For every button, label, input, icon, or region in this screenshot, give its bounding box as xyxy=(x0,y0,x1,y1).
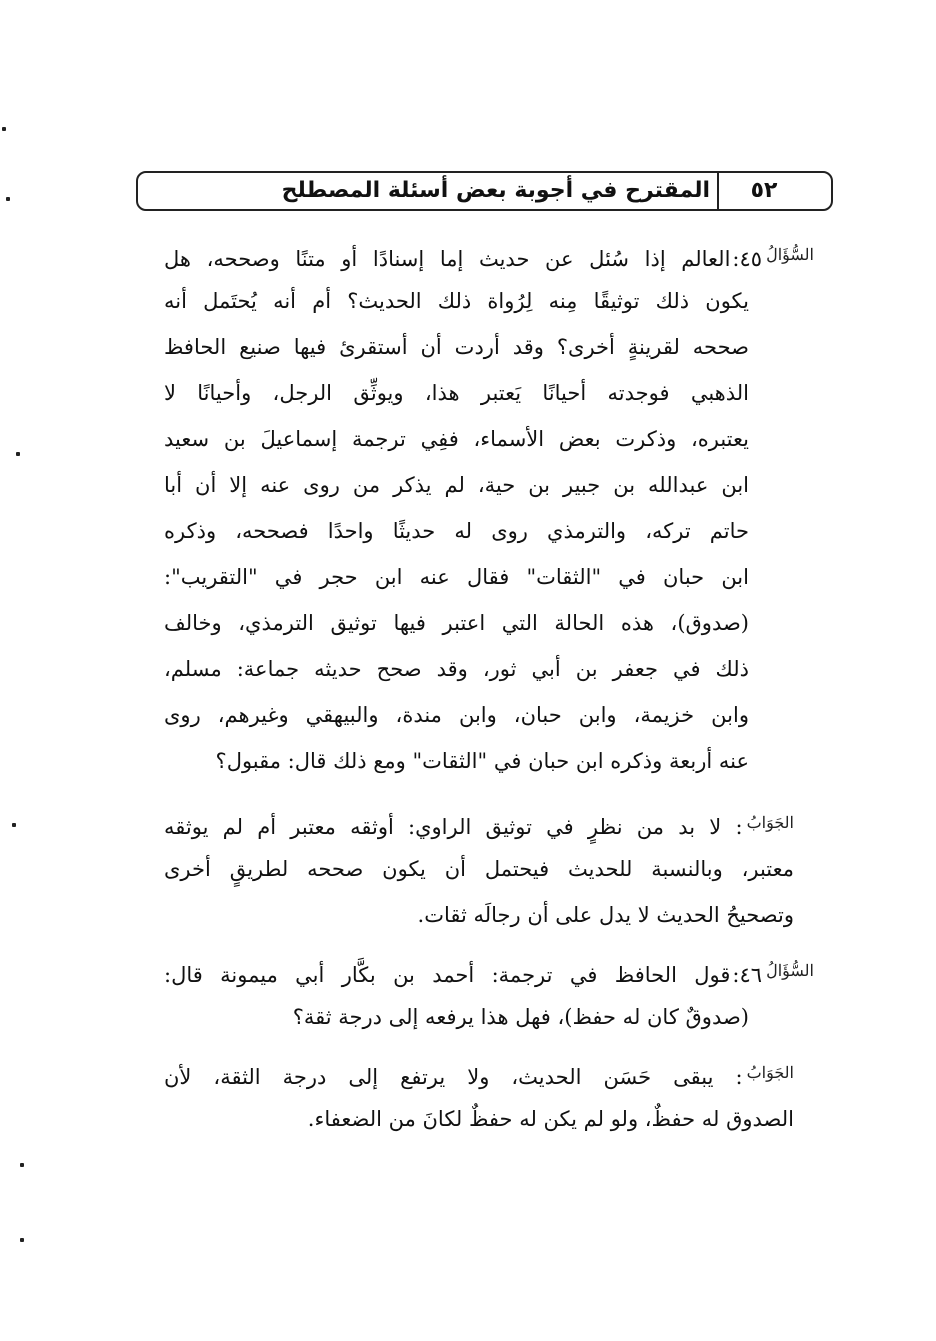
question-label: السُّؤَالُ xyxy=(766,245,814,264)
question-46-body xyxy=(164,994,749,1040)
scan-speck xyxy=(12,823,16,827)
answer-label: الجَوَابُ xyxy=(746,813,794,832)
answer-text: : لا بد من نظرٍ في توثيق الراوي: أوثقه معتبر أم لم يوثقه xyxy=(164,815,743,839)
question-number: ٤٦: xyxy=(732,963,763,987)
answer-45 xyxy=(164,800,794,938)
answer-text: : يبقى حَسَن الحديث، ولا يرتفع إلى درجة الثقة، لأن xyxy=(164,1065,743,1089)
page-number: ٥٢ xyxy=(750,178,778,203)
running-header-title: المقترح في أجوبة بعض أسئلة المصطلح xyxy=(281,178,710,203)
text-line: ابن عبدالله بن جبير بن حية، لم يذكر من روى عنه إلا أن أبا xyxy=(164,473,749,497)
text-line: وابن خزيمة، وابن حبان، وابن مندة، والبيهقي وغيرهم، روى xyxy=(164,703,749,727)
question-45-body xyxy=(164,278,749,784)
question-number: ٤٥: xyxy=(732,247,763,271)
question-label: السُّؤَالُ xyxy=(766,961,814,980)
scan-speck xyxy=(20,1163,24,1167)
question-46-first-line xyxy=(164,948,814,994)
text-line: ذلك في جعفر بن أبي ثور، وقد صحح حديثه جماعة: مسلم، xyxy=(164,657,749,681)
answer-46 xyxy=(164,1050,794,1142)
text-line: يعتبره، وذكرت بعض الأسماء، ففِي ترجمة إسماعيلَ بن سعيد xyxy=(164,427,749,451)
text-line: الصدوق له حفظٌ، ولو لم يكن له حفظٌ لكانَ من الضعفاء. xyxy=(307,1107,794,1131)
question-45 xyxy=(164,232,814,278)
text-line: وتصحيحُ الحديث لا يدل على أن رجالَه ثقات. xyxy=(417,903,794,927)
text-line: (صدوقٌ كان له حفظ)، فهل هذا يرفعه إلى درجة ثقة؟ xyxy=(292,1005,749,1029)
scan-speck xyxy=(16,452,20,456)
question-46 xyxy=(164,948,814,994)
scan-speck xyxy=(2,127,6,131)
text-line: الذهبي فوجدته أحيانًا يَعتبر هذا، ويوثِّق الرجل، وأحيانًا لا xyxy=(164,381,749,405)
question-45-first-line xyxy=(164,232,814,278)
scan-speck xyxy=(6,197,10,201)
answer-46-first-line xyxy=(164,1050,794,1096)
answer-45-first-line xyxy=(164,800,794,846)
text-line: عنه أربعة وذكره ابن حبان في "الثقات" ومع ذلك قال: مقبول؟ xyxy=(215,749,749,773)
text-line: معتبر، وبالنسبة للحديث فيحتمل أن يكون صححه لطريقٍ أخرى xyxy=(164,857,794,881)
answer-label: الجَوَابُ xyxy=(746,1063,794,1082)
question-text: قول الحافظ في ترجمة: أحمد بن بكَّار أبي ميمونة قال: xyxy=(164,963,731,987)
text-line: صححه لقرينةٍ أخرى؟ وقد أردت أن أستقرئ فيها صنيع الحافظ xyxy=(164,335,749,359)
scan-speck xyxy=(20,1238,24,1242)
text-line: (صدوق)، هذه الحالة التي اعتبر فيها توثيق الترمذي، وخالف xyxy=(164,611,749,635)
running-header-divider xyxy=(717,171,719,211)
text-line: يكون ذلك توثيقًا مِنه لِرُواة ذلك الحديث؟ أم أنه يُحتَمل أنه xyxy=(164,289,749,313)
text-line: حاتم تركه، والترمذي روى له حديثًا واحدًا فصححه، وذكره xyxy=(164,519,749,543)
text-line: ابن حبان في "الثقات" فقال عنه ابن حجر في "التقريب": xyxy=(164,565,749,589)
question-text: العالم إذا سُئل عن حديث إما إسنادًا أو متنًا وصححه، هل xyxy=(164,247,731,271)
